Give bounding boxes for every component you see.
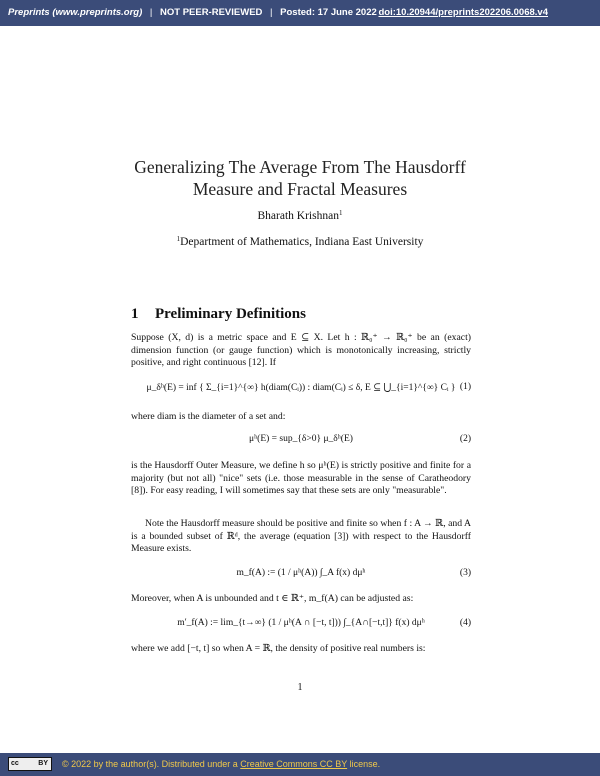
paragraph-5: Moreover, when A is unbounded and t ∈ ℝ⁺, m_f(A) can be adjusted as: [131,593,414,604]
cc-by-license-icon[interactable] [8,757,52,771]
license-prefix: © 2022 by the author(s). Distributed under a [62,759,241,769]
header-info [8,7,377,18]
affiliation-superscript: 1 [176,235,181,243]
equation-2-body: μʰ(E) = sup_{δ>0} μ_δʰ(E) [249,434,353,444]
license-text [62,759,380,769]
section-number: 1 [131,306,139,322]
equation-3-body: m_f(A) := (1 / μʰ(A)) ∫_A f(x) dμʰ [236,568,366,578]
posted-date: Posted: 17 June 2022 [280,7,377,18]
affiliation [60,236,540,248]
paragraph-3: is the Hausdorff Outer Measure, we define h so μʰ(E) is strictly positive and finite for a majority (but not all) "nice" sets (i.e. those measurable in the sense of Caratheodory [8]). For easy reading, I will sometimes say that these sets are only "measurable". [131,460,471,497]
license-link[interactable]: Creative Commons CC BY [240,759,348,769]
by-badge-text: BY [38,760,48,767]
cc-badge-text: cc [11,760,19,767]
equation-4-number: (4) [459,618,471,628]
equation-2-number: (2) [459,434,471,444]
doi-link[interactable]: doi:10.20944/preprints202206.0068.v4 [378,7,548,18]
equation-1 [131,372,471,406]
equation-4-body: m′_f(A) := lim_{t→∞} (1 / μʰ(A ∩ [−t, t])) ∫_{A∩[−t,t]} f(x) dμʰ [177,618,425,628]
page-number: 1 [297,682,303,693]
separator: | [270,7,273,18]
license-footer [0,753,600,776]
section-heading [131,306,306,323]
author-name: Bharath Krishnan [257,210,339,222]
preprints-link[interactable]: Preprints (www.preprints.org) [8,7,143,18]
section-title: Preliminary Definitions [155,306,306,322]
equation-3-number: (3) [459,568,471,578]
review-status: NOT PEER-REVIEWED [160,7,263,18]
title-line-1: Generalizing The Average From The Hausdorff [134,157,466,177]
title-line-2: Measure and Fractal Measures [192,179,408,199]
paragraph-2: where diam is the diameter of a set and: [131,411,286,422]
separator: | [149,7,153,18]
equation-1-number: (1) [459,382,471,392]
equation-1-body: μ_δʰ(E) = inf { Σ_{i=1}^{∞} h(diam(Cᵢ)) : diam(Cᵢ) ≤ δ, E ⊆ ⋃_{i=1}^{∞} Cᵢ } [146,383,456,393]
equation-3 [131,558,471,592]
author-superscript: 1 [338,209,343,217]
affiliation-text: Department of Mathematics, Indiana East University [180,236,424,248]
paragraph-4: Note the Hausdorff measure should be positive and finite so when f : A → ℝ, and A is a bounded subset of ℝᵈ, the average (equation [3]) with respect to the Hausdorff Measure exists. [131,518,471,555]
author [60,210,540,222]
paragraph-6: where we add [−t, t] so when A = ℝ, the density of positive real numbers is: [131,643,426,654]
equation-2 [131,424,471,458]
license-suffix: license. [347,759,381,769]
paragraph-1: Suppose (X, d) is a metric space and E ⊆ X. Let h : ℝ₀⁺ → ℝ₀⁺ be an (exact) dimension function (or gauge function) which is monotonically increasing, strictly positive, and right continuous [12]. If [131,332,471,369]
equation-4 [131,608,471,642]
preprint-header-bar [0,0,600,26]
paper-title [60,156,540,200]
